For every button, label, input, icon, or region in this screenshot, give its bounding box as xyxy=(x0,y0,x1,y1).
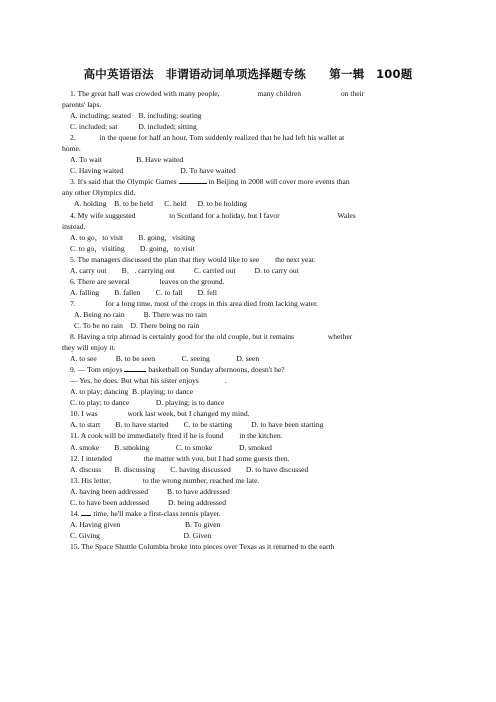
question-9-reply: — Yes, he does. But what his sister enjoys . xyxy=(70,376,227,386)
question-7-options: A. Being no rain B. There was no rain xyxy=(74,309,207,319)
question-9-options: C. to play; to dance D. playing; is to dance xyxy=(70,398,225,408)
question-11-options: A. smoke B. smoking C. to smoke D. smoked xyxy=(70,442,272,452)
answer-blank xyxy=(81,508,91,516)
question-15-stem: 15. The Space Shuttle Columbia broke into pieces over Texas as it returned to the earth xyxy=(70,541,335,551)
question-2-options: A. To wait B. Have waited xyxy=(70,155,184,165)
question-2-options: C. Having waited D. To have waited xyxy=(70,166,236,176)
question-8-options: A. to see B. to be seen C. seeing D. seen xyxy=(70,354,260,364)
question-4-stem: 4. My wife suggested to Scotland for a holiday, but I favor Wales xyxy=(70,210,356,220)
question-13-options: A. having been addressed B. to have addressed xyxy=(70,486,230,496)
question-3-stem-cont: any other Olympics did. xyxy=(62,188,136,198)
question-4-options: A. to go，to visit B. going，visiting xyxy=(70,232,195,242)
answer-blank xyxy=(179,176,207,184)
question-1-stem-cont: parents' laps. xyxy=(62,100,102,110)
question-14-stem: 14. time, he'll make a first-class tennis player. xyxy=(70,508,221,518)
question-9-stem: 9. — Tom enjoys basketball on Sunday afternoons, doesn't he? xyxy=(70,365,285,375)
question-14-options: C. Giving D. Given xyxy=(70,530,212,540)
question-12-stem: 12. I intended the matter with you, but I had some guests then. xyxy=(70,453,290,463)
question-4-options: C. to go，visiting D. going，to visit xyxy=(70,243,195,253)
question-8-stem-cont: they will enjoy it. xyxy=(62,343,116,353)
page-title: 高中英语语法 非谓语动词单项选择题专练 第一辑 100题 xyxy=(83,67,413,81)
question-7-stem: 7. for a long time, most of the crops in this area died from lacking water. xyxy=(70,298,319,308)
question-6-stem: 6. There are several leaves on the ground. xyxy=(70,276,225,286)
question-3-options: A. holding B. to be held C. held D. to be holding xyxy=(74,199,247,209)
question-9-options: A. to play; dancing B. playing; to dance xyxy=(70,387,194,397)
question-12-options: A. discuss B. discussing C. having discussed D. to have discussed xyxy=(70,464,309,474)
question-13-options: C. to have been addressed D. being addressed xyxy=(70,497,227,507)
question-1-options: C. included; sat D. included; sitting xyxy=(70,122,197,132)
question-3-stem: 3. It's said that the Olympic Games in Beijing in 2008 will cover more events than xyxy=(70,177,350,187)
question-4-stem-cont: instead. xyxy=(62,221,86,231)
question-11-stem: 11. A cook will be immediately fired if he is found in the kitchen. xyxy=(70,431,283,441)
question-2-stem: 2. in the queue for half an hour, Tom suddenly realized that he had left his wallet at xyxy=(70,133,345,143)
question-5-stem: 5. The managers discussed the plan that they would like to see the next year. xyxy=(70,254,316,264)
question-5-options: A. carry out B．. carrying out C. carried out D. to carry out xyxy=(70,265,299,275)
question-6-options: A. falling B. fallen C. to fall D. fell xyxy=(70,287,217,297)
question-13-stem: 13. His letter, to the wrong number, reached me late. xyxy=(70,475,260,485)
question-8-stem: 8. Having a trip abroad is certainly good for the old couple, but it remains whether xyxy=(70,332,353,342)
question-7-options: C. To be no rain D. There being no rain xyxy=(74,320,200,330)
answer-blank xyxy=(124,364,146,372)
question-10-stem: 10. I was work last week, but I changed my mind. xyxy=(70,409,250,419)
question-list xyxy=(62,88,434,552)
question-14-options: A. Having given B. To given xyxy=(70,519,221,529)
question-2-stem-cont: home. xyxy=(62,144,81,154)
question-1-stem: 1. The great hall was crowded with many people, many children on their xyxy=(70,89,365,98)
question-1-options: A. including; seated B. including; seating xyxy=(70,111,202,121)
question-10-options: A. to start B. to have started C. to be starting D. to have been starting xyxy=(70,420,324,430)
